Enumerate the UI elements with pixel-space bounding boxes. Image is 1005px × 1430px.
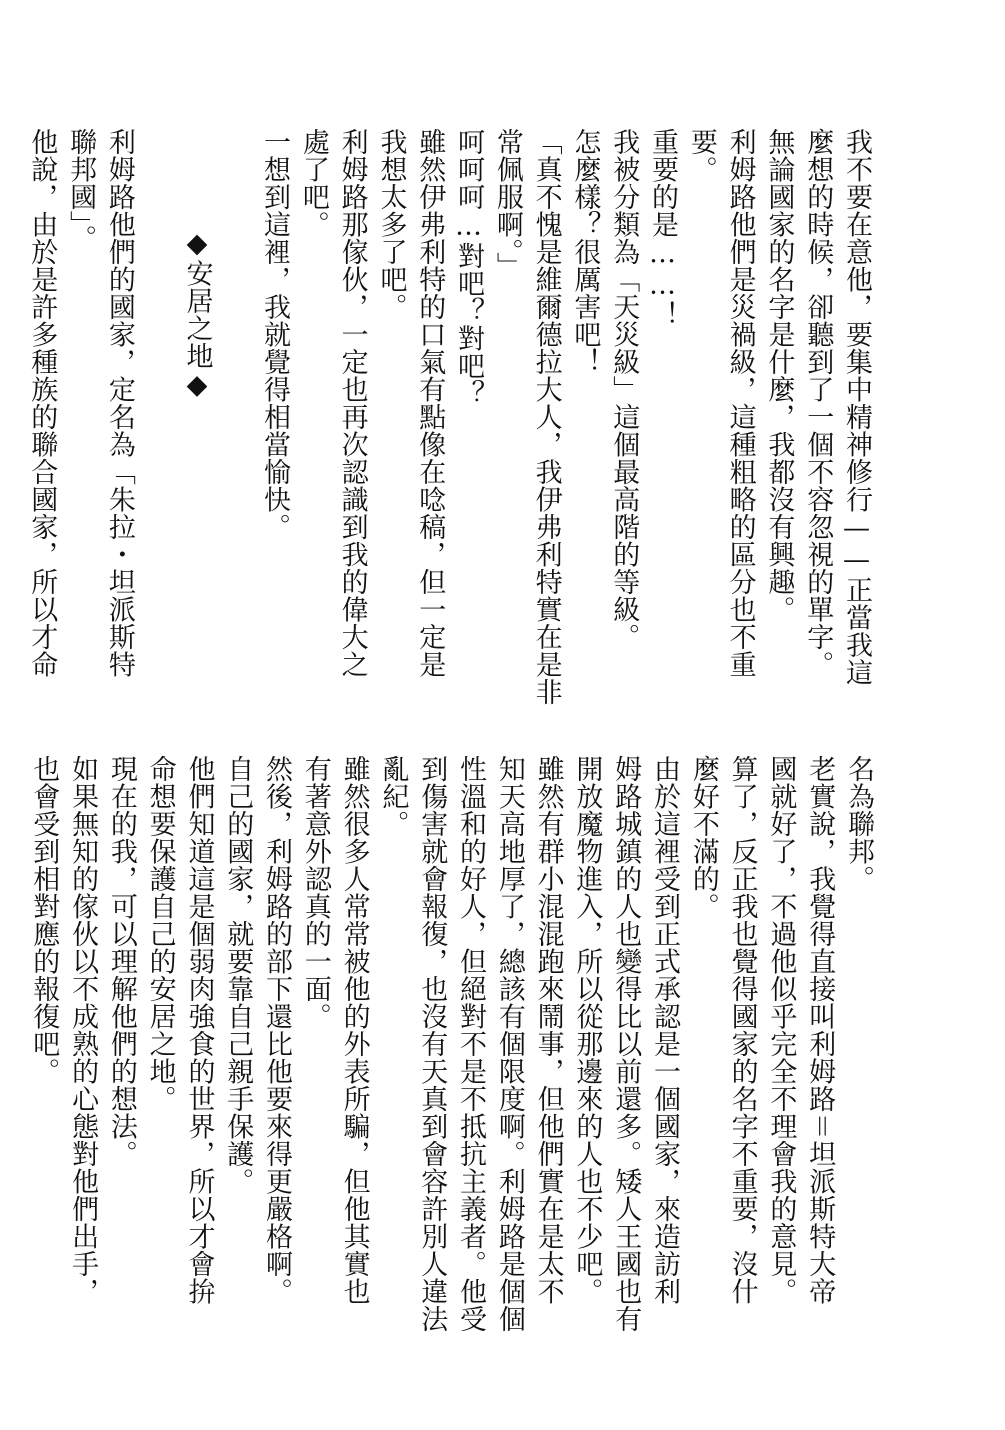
text-line: 我不要在意他，要集中精神修行——正當我這	[841, 128, 872, 686]
text-line: 雖然有群小混混跑來鬧事，但他們實在是太不	[532, 755, 564, 1305]
top-text-tier	[26, 128, 875, 713]
blank-line	[215, 128, 254, 713]
text-line: 然後，利姆路的部下還比他要來得更嚴格啊。	[261, 755, 293, 1305]
text-line: 我被分類為「天災級」這個最高階的等級。	[608, 128, 640, 651]
text-line: 算了，反正我也覺得國家的名字不重要，沒什	[726, 755, 758, 1305]
text-line: 命想要保護自己的安居之地。	[144, 755, 176, 1113]
text-line: 他說，由於是許多種族的聯合國家，所以才命	[26, 128, 58, 678]
text-line: 如果無知的傢伙以不成熟的心態對他們出手，	[67, 755, 99, 1305]
text-line: 亂紀。	[377, 755, 409, 838]
text-line: 姆路城鎮的人也變得比以前還多。矮人王國也有	[610, 755, 642, 1333]
text-line: 麼好不滿的。	[687, 755, 719, 920]
bottom-text-tier	[28, 755, 877, 1355]
text-line: 利姆路那傢伙，一定也再次認識到我的偉大之	[336, 128, 368, 678]
text-line: 聯邦國」。	[65, 128, 97, 252]
text-line: 怎麼樣？很厲害吧！	[569, 128, 601, 376]
text-line: 雖然很多人常常被他的外表所騙，但他其實也	[338, 755, 370, 1305]
text-line: 要。	[685, 128, 717, 183]
text-line: 「真不愧是維爾德拉大人，我伊弗利特實在是非	[530, 128, 562, 706]
text-line: 雖然伊弗利特的口氣有點像在唸稿，但一定是	[414, 128, 446, 678]
text-line: 呵呵呵…對吧？對吧？	[453, 128, 485, 407]
text-line: 自己的國家，就要靠自己親手保護。	[222, 755, 254, 1195]
text-line: 開放魔物進入，所以從那邊來的人也不少吧。	[571, 755, 603, 1305]
text-line: 老實說，我覺得直接叫利姆路＝坦派斯特大帝	[804, 755, 836, 1305]
text-line: 知天高地厚了，總該有個限度啊。利姆路是個個	[493, 755, 525, 1333]
text-line: 由於這裡受到正式承認是一個國家，來造訪利	[649, 755, 681, 1305]
text-line: 一想到這裡，我就覺得相當愉快。	[259, 128, 291, 541]
text-line: 有著意外認真的一面。	[299, 755, 331, 1030]
blank-line	[138, 128, 177, 713]
text-line: 我想太多了吧。	[375, 128, 407, 321]
text-line: 現在的我，可以理解他們的想法。	[105, 755, 137, 1168]
text-line: 重要的是……！	[647, 128, 679, 329]
text-line: 名為聯邦。	[843, 755, 874, 893]
text-line: 利姆路他們是災禍級，這種粗略的區分也不重	[724, 128, 756, 678]
text-line: 到傷害就會報復，也沒有天真到會容許別人違法	[416, 755, 448, 1333]
text-line: 麼想的時候，卻聽到了一個不容忽視的單字。	[802, 128, 834, 678]
text-line: 利姆路他們的國家，定名為「朱拉・坦派斯特	[103, 128, 135, 678]
text-line: 國就好了，不過他似乎完全不理會我的意見。	[765, 755, 797, 1305]
text-line: 處了吧。	[297, 128, 329, 238]
text-line: 無論國家的名字是什麼，我都沒有興趣。	[763, 128, 795, 623]
section-heading: ◆安居之地◆	[181, 228, 213, 401]
text-line: 他們知道這是個弱肉強食的世界，所以才會拚	[183, 755, 215, 1305]
text-line: 性溫和的好人，但絕對不是不抵抗主義者。他受	[455, 755, 487, 1333]
text-line: 也會受到相對應的報復吧。	[28, 755, 60, 1085]
text-line: 常佩服啊。」	[491, 128, 523, 280]
